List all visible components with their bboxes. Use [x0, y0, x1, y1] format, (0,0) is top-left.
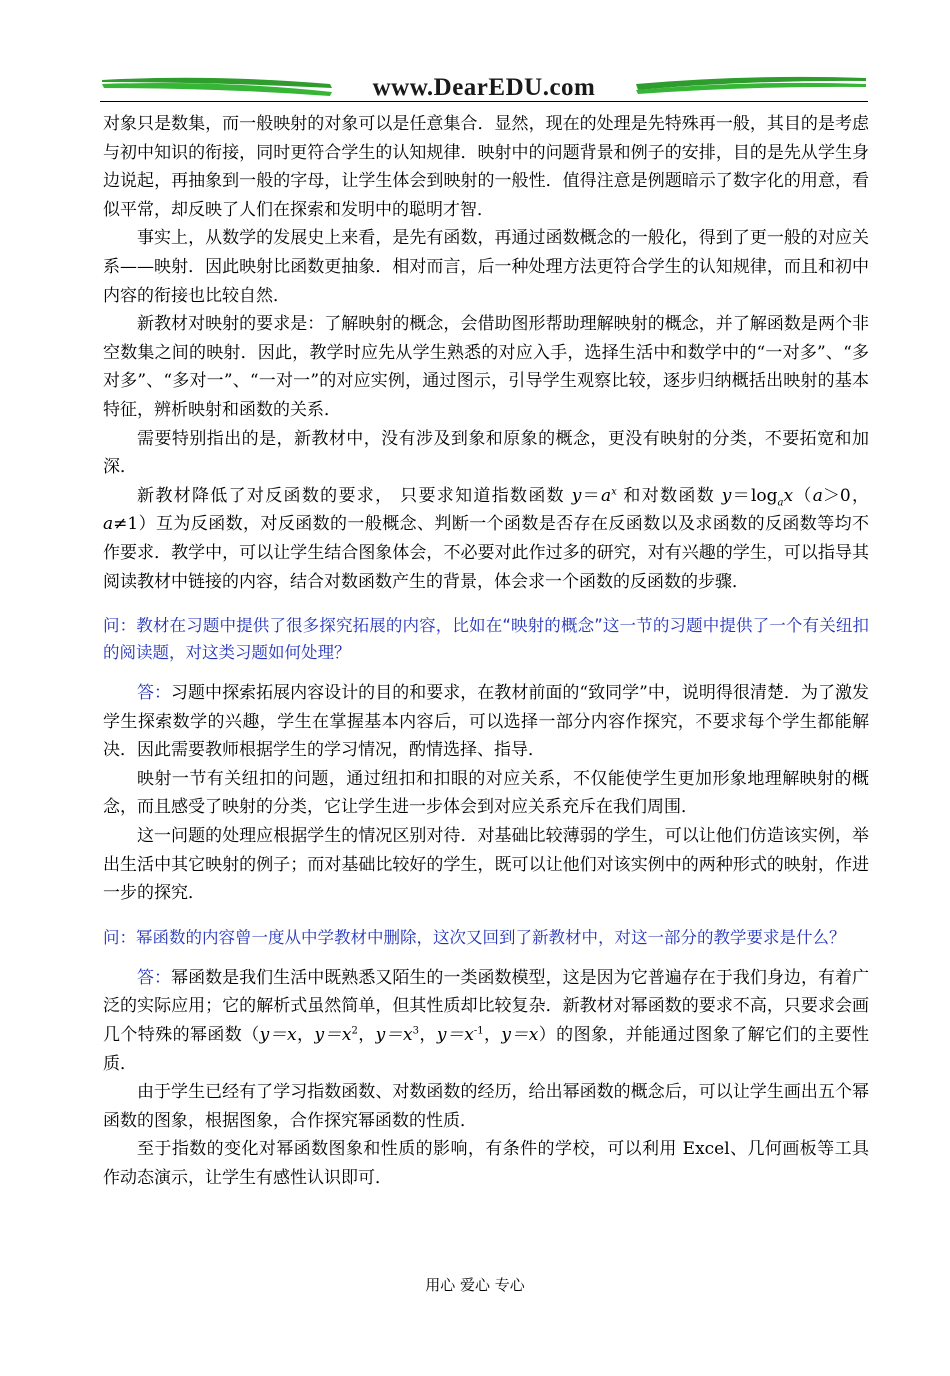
- article-body: [103, 110, 869, 1193]
- site-logo-text[interactable]: www.DearEDU.com: [372, 74, 596, 101]
- paragraph-history: 事实上，从数学的发展史上来看，是先有函数，再通过函数概念的一般化，得到了更一般的对应关系——映射．因此映射比函数更抽象．相对而言，后一种处理方法更符合学生的认知规律，而且和初中内容的衔接也比较自然．: [103, 228, 869, 306]
- paragraph-requirements: 新教材对映射的要求是：了解映射的概念，会借助图形帮助理解映射的概念，并了解函数是两个非空数集之间的映射．因此，教学时应先从学生熟悉的对应入手，选择生活中和数学中的“一对多”、“多对多”、“多对一”、“一对一”的对应实例，通过图示，引导学生观察比较，逐步归纳概括出映射的基本特征，辨析映射和函数的关系．: [103, 314, 869, 420]
- header-rule: [100, 101, 868, 102]
- question-2: 问：幂函数的内容曾一度从中学教材中删除，这次又回到了新教材中，对这一部分的教学要求是什么？: [103, 927, 846, 947]
- answer-label: 答：: [137, 967, 172, 988]
- paragraph-power-graphs: 由于学生已经有了学习指数函数、对数函数的经历，给出幂函数的概念后，可以让学生画出五个幂函数的图象，根据图象，合作探究幂函数的性质．: [103, 1082, 869, 1131]
- question-1: 问：教材在习题中提供了很多探究拓展的内容，比如在“映射的概念”这一节的习题中提供了一个有关纽扣的阅读题，对这类习题如何处理？: [103, 616, 869, 663]
- paragraph-dynamic-demo: 至于指数的变化对幂函数图象和性质的影响，有条件的学校，可以利用 Excel、几何画板等工具作动态演示，让学生有感性认识即可．: [103, 1139, 869, 1188]
- answer-label: 答：: [137, 683, 172, 704]
- answer-1: 答：习题中探索拓展内容设计的目的和要求，在教材前面的“致同学”中，说明得很清楚．为了激发学生探索数学的兴趣，学生在掌握基本内容后，可以选择一部分内容作探究，不要求每个学生都能解决．因此需要教师根据学生的学习情况，酌情选择、指导．: [103, 683, 869, 761]
- page-footer: 用心 爱心 专心: [425, 1276, 525, 1294]
- paragraph-buttons: 映射一节有关纽扣的问题，通过纽扣和扣眼的对应关系，不仅能使学生更加形象地理解映射的概念，而且感受了映射的分类，它让学生进一步体会到对应关系充斥在我们周围．: [103, 768, 869, 818]
- page-header: [100, 66, 868, 106]
- paragraph-differentiation: 这一问题的处理应根据学生的情况区别对待．对基础比较薄弱的学生，可以让他们仿造该实例，举出生活中其它映射的例子；而对基础比较好的学生，既可以让他们对该实例中的两种形式的映射，作进一步的探究．: [103, 826, 869, 904]
- answer-2: 答：幂函数是我们生活中既熟悉又陌生的一类函数模型，这是因为它普遍存在于我们身边，有着广泛的实际应用；它的解析式虽然简单，但其性质却比较复杂．新教材对幂函数的要求不高，只要求会画几个特殊的幂函数（y＝x，$y=x^2$，$y=x^3$，$y=x^{-1}$，y＝x）的图象，并能通过图象了解它们的主要性质．: [103, 967, 870, 1074]
- paragraph-inverse-function: 新教材降低了对反函数的要求， 只要求知道指数函数 $y=a^x$ 和对数函数 $y=\log_ax(a>0$，a≠1）互为反函数，对反函数的一般概念、判断一个函数是否存在反函数以及求函数的反函数等均不作要求．教学中，可以让学生结合图象体会，不必要对此作过多的研究，对有兴趣的学生，可以指导其阅读教材中链接的内容，结合对数函数产生的背景，体会求一个函数的反函数的步骤．: [103, 485, 870, 592]
- paragraph-note: 需要特别指出的是，新教材中，没有涉及到象和原象的概念，更没有映射的分类，不要拓宽和加深．: [103, 428, 869, 478]
- paragraph-mapping-intro: 对象只是数集，而一般映射的对象可以是任意集合．显然，现在的处理是先特殊再一般，其目的是考虑与初中知识的衔接，同时更符合学生的认知规律．映射中的问题背景和例子的安排，目的是先从学生身边说起，再抽象到一般的字母，让学生体会到映射的一般性．值得注意是例题暗示了数字化的用意，看似平常，却反映了人们在探索和发明中的聪明才智．: [103, 114, 869, 220]
